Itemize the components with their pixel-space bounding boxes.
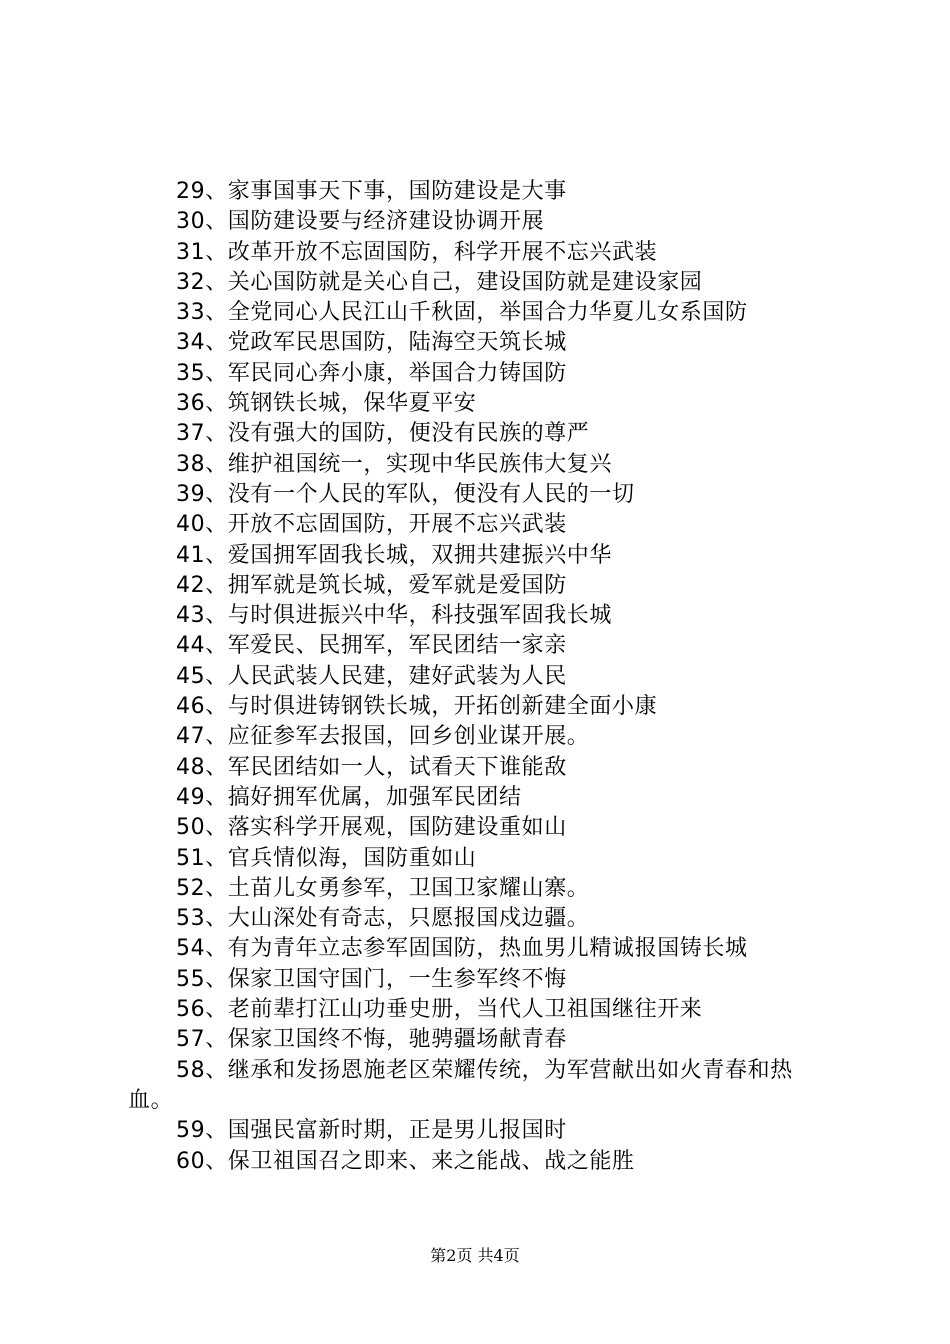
slogan-line-58: 58、继承和发扬恩施老区荣耀传统，为军营献出如火青春和热血。 <box>128 1057 793 1113</box>
slogan-line-48: 48、军民团结如一人，试看天下谁能敌 <box>176 754 567 780</box>
slogan-line-52: 52、土苗儿女勇参军，卫国卫家耀山寨。 <box>176 875 590 901</box>
slogan-line-42: 42、拥军就是筑长城，爱军就是爱国防 <box>176 572 567 598</box>
slogan-line-31: 31、改革开放不忘固国防，科学开展不忘兴武装 <box>176 239 658 265</box>
slogan-line-43: 43、与时俱进振兴中华，科技强军固我长城 <box>176 603 612 629</box>
slogan-line-44: 44、军爱民、民拥军，军民团结一家亲 <box>176 633 567 659</box>
slogan-line-32: 32、关心国防就是关心自己，建设国防就是建设家园 <box>176 269 703 295</box>
slogan-line-46: 46、与时俱进铸钢铁长城，开拓创新建全面小康 <box>176 694 658 720</box>
slogan-line-59: 59、国强民富新时期，正是男儿报国时 <box>176 1118 567 1144</box>
slogan-line-56: 56、老前辈打江山功垂史册，当代人卫祖国继往开来 <box>176 997 703 1023</box>
slogan-line-35: 35、军民同心奔小康，举国合力铸国防 <box>176 360 567 386</box>
slogan-line-37: 37、没有强大的国防，便没有民族的尊严 <box>176 421 590 447</box>
slogan-line-41: 41、爱国拥军固我长城，双拥共建振兴中华 <box>176 542 612 568</box>
page-number-footer: 第2页 共4页 <box>430 1246 520 1265</box>
slogan-line-54: 54、有为青年立志参军固国防，热血男儿精诚报国铸长城 <box>176 936 748 962</box>
slogan-line-50: 50、落实科学开展观，国防建设重如山 <box>176 815 567 841</box>
slogan-line-57: 57、保家卫国终不悔，驰骋疆场献青春 <box>176 1027 567 1053</box>
slogan-line-55: 55、保家卫国守国门，一生参军终不悔 <box>176 966 567 992</box>
slogan-line-38: 38、维护祖国统一，实现中华民族伟大复兴 <box>176 451 612 477</box>
slogan-line-34: 34、党政军民思国防，陆海空天筑长城 <box>176 330 567 356</box>
slogan-line-33: 33、全党同心人民江山千秋固，举国合力华夏儿女系国防 <box>176 300 748 326</box>
slogan-list <box>128 177 828 1177</box>
slogan-line-30: 30、国防建设要与经济建设协调开展 <box>176 209 545 235</box>
slogan-line-51: 51、官兵情似海，国防重如山 <box>176 845 477 871</box>
slogan-line-45: 45、人民武装人民建，建好武装为人民 <box>176 663 567 689</box>
slogan-line-40: 40、开放不忘固国防，开展不忘兴武装 <box>176 512 567 538</box>
slogan-line-53: 53、大山深处有奇志，只愿报国戍边疆。 <box>176 906 590 932</box>
slogan-line-29: 29、家事国事天下事，国防建设是大事 <box>176 179 567 204</box>
slogan-line-36: 36、筑钢铁长城，保华夏平安 <box>176 391 477 417</box>
slogan-line-60: 60、保卫祖国召之即来、来之能战、战之能胜 <box>176 1148 635 1174</box>
slogan-line-39: 39、没有一个人民的军队，便没有人民的一切 <box>176 481 635 507</box>
slogan-line-49: 49、搞好拥军优属，加强军民团结 <box>176 784 522 810</box>
slogan-line-47: 47、应征参军去报国，回乡创业谋开展。 <box>176 724 590 750</box>
